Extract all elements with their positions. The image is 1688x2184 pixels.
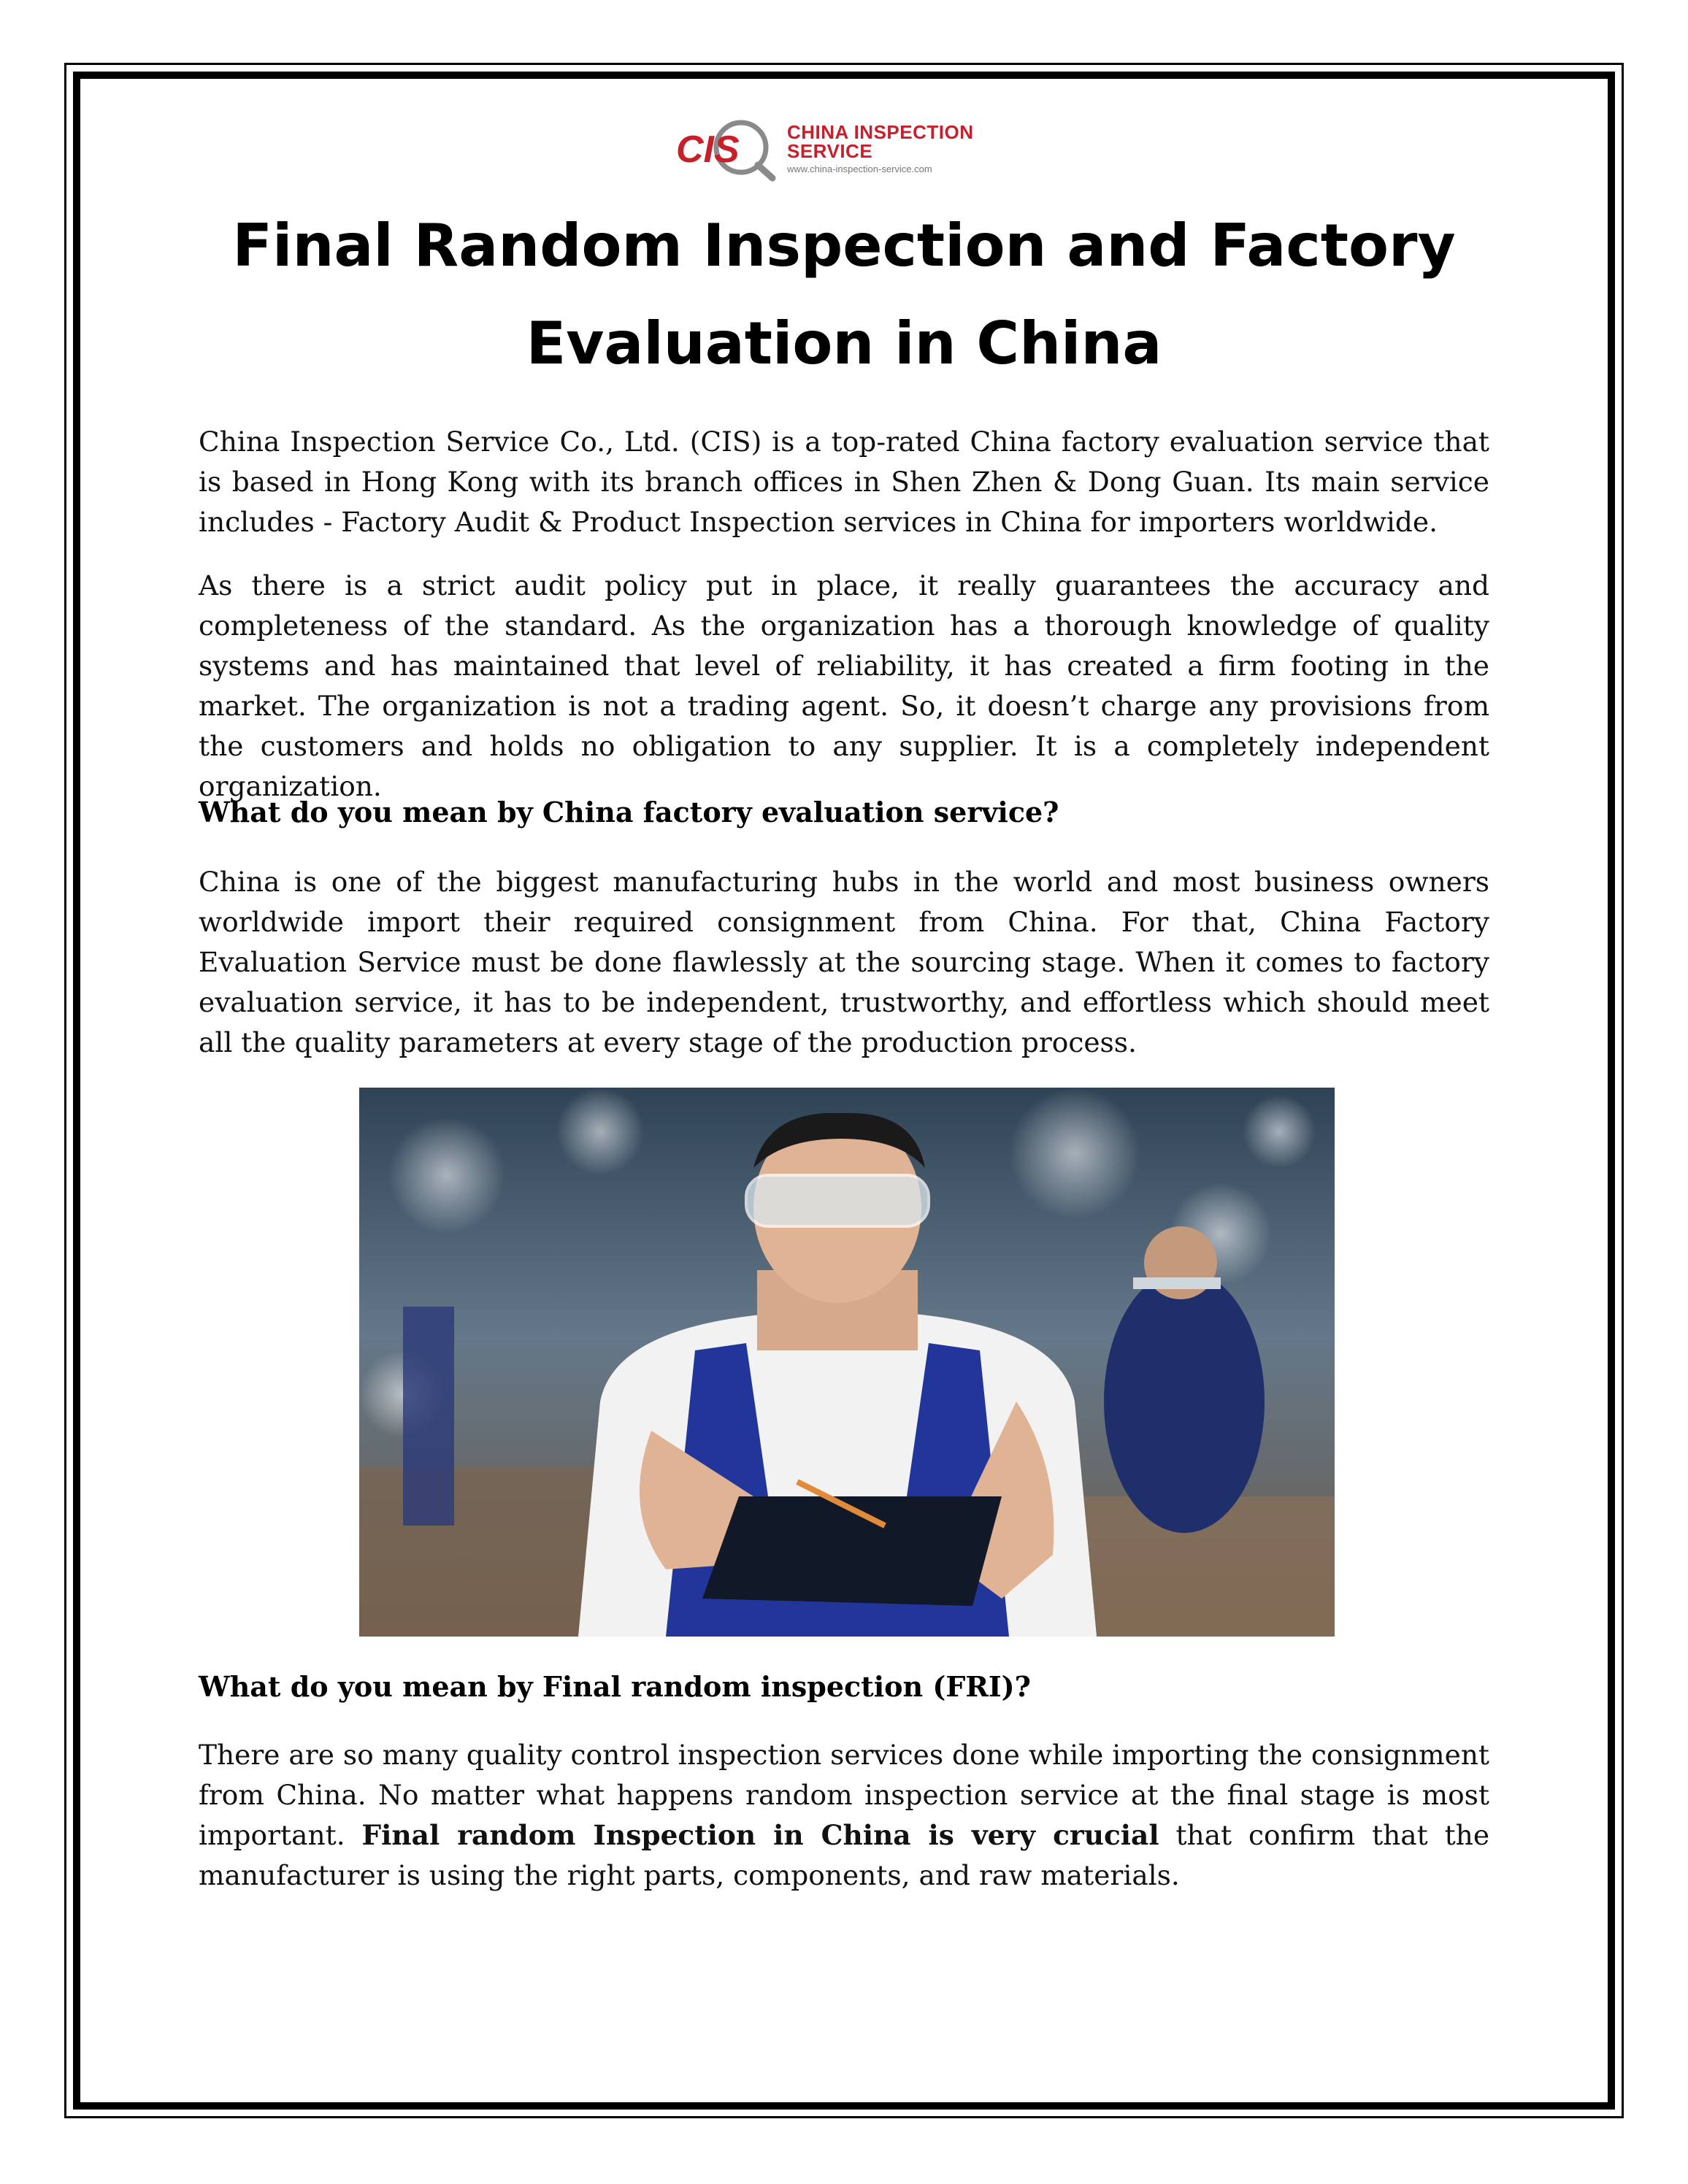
factory-worker-illustration xyxy=(359,1088,1335,1637)
evaluation-paragraph: China is one of the biggest manufacturing hubs in the world and most business owners worldwide import their required consignment from China. For that, China Factory Evaluation Service must be done flawlessly at the sourcing stage. When it comes to factory evaluation service, it has to be independent, trustworthy, and effortless which should meet all the quality parameters at every stage of the production process. xyxy=(199,866,1489,1058)
cis-logo-icon xyxy=(672,117,781,182)
intro-paragraph: China Inspection Service Co., Ltd. (CIS) is a top-rated China factory evaluation service that is based in Hong Kong with its branch offices in Shen Zhen & Dong Guan. Its main service includes - Factory Audit & Product Inspection services in China for importers worldwide. xyxy=(199,426,1489,538)
logo-mark-text: CIS xyxy=(676,128,740,171)
audit-paragraph: As there is a strict audit policy put in place, it really guarantees the accuracy and completeness of the standard. As the organization has a thorough knowledge of quality systems and has maintained that level of reliability, it has created a firm footing in the market. The organization is not a trading agent. So, it doesn’t charge any provisions from the customers and holds no obligation to any supplier. It is a completely independent organization. xyxy=(199,569,1489,802)
fri-heading: What do you mean by Final random inspection (FRI)? xyxy=(199,1670,1031,1703)
fri-paragraph-bold: Final random Inspection in China is very crucial xyxy=(361,1819,1159,1851)
page-title: Final Random Inspection and Factory Evaluation in China xyxy=(232,212,1456,377)
logo-line-1: CHINA INSPECTION xyxy=(787,121,974,143)
fri-paragraph xyxy=(199,1735,1489,1896)
fri-paragraph-end: that confirm that the manufacturer is using the right parts, components, and raw materials. xyxy=(199,1819,1490,1891)
logo-line-2: SERVICE xyxy=(787,140,873,162)
logo-wordmark xyxy=(787,123,974,174)
company-logo xyxy=(672,117,1022,182)
factory-worker-photo xyxy=(359,1088,1335,1637)
factory-evaluation-heading: What do you mean by China factory evaluation service? xyxy=(199,796,1059,828)
logo-url: www.china-inspection-service.com xyxy=(787,164,932,174)
fri-paragraph-start: There are so many quality control inspection services done while importing the consignment from China. No matter what happens random inspection service at the final stage is most important. xyxy=(199,1739,1489,1851)
